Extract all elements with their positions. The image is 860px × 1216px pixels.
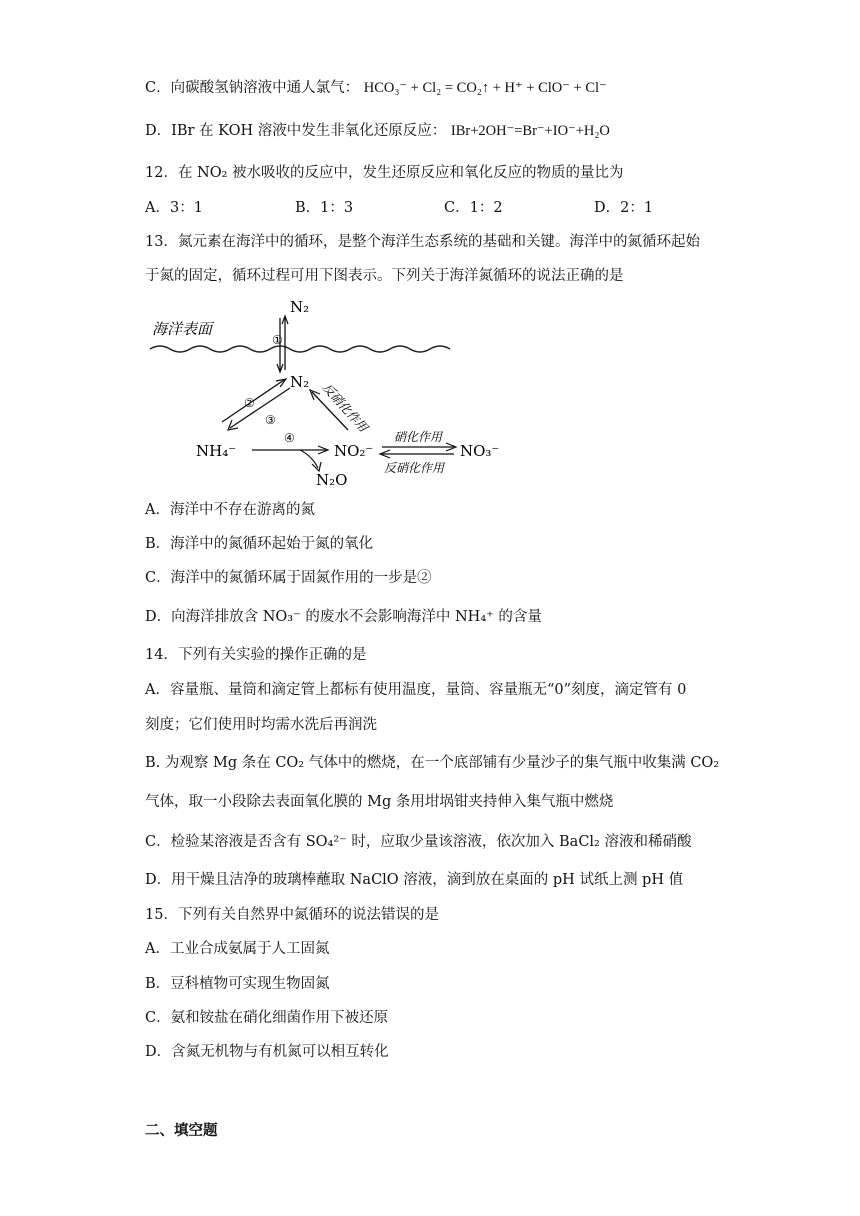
step-2-marker: ②	[244, 396, 255, 410]
q13-stem-line2: 于氮的固定，循环过程可用下图表示。下列关于海洋氮循环的说法正确的是	[145, 268, 624, 284]
n2o-label: N₂O	[316, 471, 348, 489]
nitrification-label: 硝化作用	[394, 430, 443, 444]
q13-stem-line1: 13．氮元素在海洋中的循环，是整个海洋生态系统的基础和关键。海洋中的氮循环起始	[145, 234, 700, 250]
denitrification-diagonal-label: 反硝化作用	[319, 380, 371, 435]
no3-label: NO₃⁻	[460, 442, 500, 460]
q11-option-c: C．向碳酸氢钠溶液中通人氯气： HCO₃⁻ + Cl₂ = CO₂↑ + H⁺ + ClO⁻ + Cl⁻	[145, 80, 607, 96]
ocean-surface-label: 海洋表面	[152, 320, 213, 338]
step-4-marker: ④	[284, 431, 295, 445]
q14-option-a-line1: A．容量瓶、量筒和滴定管上都标有使用温度，量筒、容量瓶无“0”刻度，滴定管有 0	[145, 682, 687, 698]
q12-option-b: B．1：3	[295, 200, 354, 216]
q11-option-d: D．IBr 在 KOH 溶液中发生非氧化还原反应： IBr+2OH⁻=Br⁻+IO⁻+H₂O	[145, 123, 610, 139]
q13-option-a: A．海洋中不存在游离的氮	[145, 502, 315, 518]
q13-option-c: C．海洋中的氮循环属于固氮作用的一步是②	[145, 570, 432, 586]
q12-option-d: D．2：1	[594, 200, 654, 216]
q15-option-a: A．工业合成氨属于人工固氮	[145, 941, 330, 957]
section-heading-fill-in: 二、填空题	[145, 1122, 218, 1139]
q15-option-b: B．豆科植物可实现生物固氮	[145, 976, 330, 992]
q15-option-d: D．含氮无机物与有机氮可以相互转化	[145, 1044, 389, 1060]
q13-option-b: B．海洋中的氮循环起始于氮的氧化	[145, 536, 374, 552]
q14-stem: 14．下列有关实验的操作正确的是	[145, 647, 367, 663]
ocean-nitrogen-cycle-diagram	[140, 292, 520, 492]
q12-stem: 12．在 NO₂ 被水吸收的反应中，发生还原反应和氧化反应的物质的量比为	[145, 165, 624, 181]
q12-option-c: C．1：2	[444, 200, 503, 216]
n2-atmosphere-label: N₂	[290, 298, 310, 316]
q12-option-a: A．3：1	[145, 200, 203, 216]
q11-option-d-equation: IBr+2OH⁻=Br⁻+IO⁻+H₂O	[450, 123, 610, 139]
q14-option-b-line2: 气体，取一小段除去表面氧化膜的 Mg 条用坩埚钳夹持伸入集气瓶中燃烧	[145, 794, 614, 810]
denitrification-label: 反硝化作用	[384, 461, 445, 475]
q14-option-c: C．检验某溶液是否含有 SO₄²⁻ 时，应取少量该溶液，依次加入 BaCl₂ 溶液和稀硝酸	[145, 834, 692, 850]
q13-option-d: D．向海洋排放含 NO₃⁻ 的废水不会影响海洋中 NH₄⁺ 的含量	[145, 609, 542, 625]
step-3-marker: ③	[265, 413, 276, 427]
q14-option-a-line2: 刻度；它们使用时均需水洗后再润洗	[145, 717, 377, 733]
q14-option-d: D．用干燥且洁净的玻璃棒蘸取 NaClO 溶液，滴到放在桌面的 pH 试纸上测 pH 值	[145, 872, 684, 888]
q15-stem: 15．下列有关自然界中氮循环的说法错误的是	[145, 907, 439, 923]
n2-ocean-label: N₂	[290, 373, 310, 391]
nh4-label: NH₄⁻	[196, 442, 237, 460]
q14-option-b-line1: B. 为观察 Mg 条在 CO₂ 气体中的燃烧，在一个底部铺有少量沙子的集气瓶中收集满 CO₂	[145, 755, 720, 771]
q11-option-c-equation: HCO₃⁻ + Cl₂ = CO₂↑ + H⁺ + ClO⁻ + Cl⁻	[363, 80, 607, 96]
q15-option-c: C．氨和铵盐在硝化细菌作用下被还原	[145, 1010, 389, 1026]
ocean-surface-wave	[150, 346, 450, 352]
step-1-marker: ①	[272, 333, 283, 347]
no2-label: NO₂⁻	[334, 442, 374, 460]
